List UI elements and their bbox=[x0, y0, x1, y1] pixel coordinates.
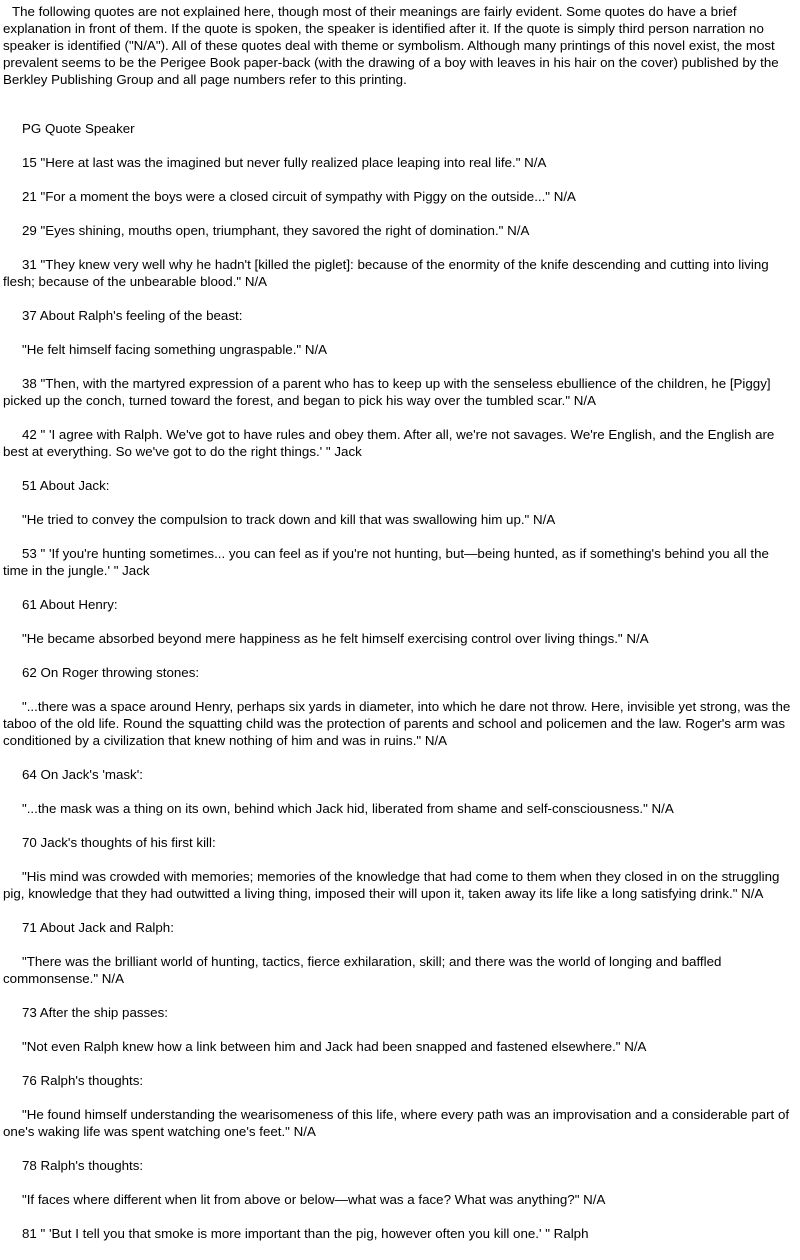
intro-paragraph: The following quotes are not explained here, though most of their meanings are fairly evident. Some quotes do have a brief explanation in front of them. If the quote is spoken, the speaker is identified after it. If the quote is simply third person narration no speaker is identified ("N/A"). All of these quotes deal with theme or symbolism. Although many printings of this novel exist, the most prevalent seems to be the Perigee Book paper-back (with the drawing of a boy with leaves in his hair on the cover) published by the Berkley Publishing Group and all page numbers refer to this printing. bbox=[3, 4, 779, 87]
quote-entry-context: 71 About Jack and Ralph: bbox=[22, 920, 174, 935]
quote-entry-context: 78 Ralph's thoughts: bbox=[22, 1158, 144, 1173]
quote-entry: "He found himself understanding the wearisomeness of this life, where every path was an improvisation and a considerable part of one's waking life was spent watching one's feet." N/A bbox=[3, 1107, 790, 1139]
quote-entry: 21 "For a moment the boys were a closed circuit of sympathy with Piggy on the outside..." N/A bbox=[22, 189, 576, 204]
quote-list-header: PG Quote Speaker bbox=[22, 121, 135, 136]
quote-entry: "He felt himself facing something ungraspable." N/A bbox=[22, 342, 328, 357]
quote-entry: "...there was a space around Henry, perhaps six yards in diameter, into which he dare not throw. Here, invisible yet strong, was the taboo of the old life. Round the squatting child was the protection of parents and school and policemen and the law. Roger's arm was conditioned by a civilization that knew nothing of him and was in ruins." N/A bbox=[3, 699, 791, 748]
quote-entry: 15 "Here at last was the imagined but never fully realized place leaping into real life." N/A bbox=[22, 155, 547, 170]
quote-entry: 81 " 'But I tell you that smoke is more important than the pig, however often you kill one.' " Ralph bbox=[22, 1226, 589, 1241]
quote-entry-context: 37 About Ralph's feeling of the beast: bbox=[22, 308, 243, 323]
quote-entry: "...the mask was a thing on its own, behind which Jack hid, liberated from shame and self-consciousness." N/A bbox=[22, 801, 674, 816]
quote-entry: "There was the brilliant world of hunting, tactics, fierce exhilaration, skill; and there was the world of longing and baffled commonsense." N/A bbox=[3, 954, 722, 986]
quote-entry-context: 51 About Jack: bbox=[22, 478, 110, 493]
quote-entry: 38 "Then, with the martyred expression of a parent who has to keep up with the senseless ebullience of the children, he [Piggy] picked up the conch, turned toward the forest, and began to pick his way over the tumbled scar." N/A bbox=[3, 376, 771, 408]
quote-entry-context: 61 About Henry: bbox=[22, 597, 118, 612]
quote-entry: "If faces where different when lit from above or below—what was a face? What was anything?" N/A bbox=[22, 1192, 606, 1207]
quote-entry: "His mind was crowded with memories; memories of the knowledge that had come to them when they closed in on the struggling pig, knowledge that they had outwitted a living thing, imposed their will upon it, taken away its life like a long satisfying drink." N/A bbox=[3, 869, 780, 901]
quote-entry-context: 62 On Roger throwing stones: bbox=[22, 665, 200, 680]
quote-entry: "He became absorbed beyond mere happiness as he felt himself exercising control over living things." N/A bbox=[22, 631, 649, 646]
quote-entry: 42 " 'I agree with Ralph. We've got to have rules and obey them. After all, we're not savages. We're English, and the English are best at everything. So we've got to do the right things.' " Jack bbox=[3, 427, 775, 459]
quote-entry: 29 "Eyes shining, mouths open, triumphant, they savored the right of domination." N/A bbox=[22, 223, 530, 238]
quote-entry: 53 " 'If you're hunting sometimes... you can feel as if you're not hunting, but—being hunted, as if something's behind you all the time in the jungle.' " Jack bbox=[3, 546, 769, 578]
quote-entry: "Not even Ralph knew how a link between him and Jack had been snapped and fastened elsewhere." N/A bbox=[22, 1039, 647, 1054]
quote-entry-context: 73 After the ship passes: bbox=[22, 1005, 168, 1020]
quote-entry-context: 70 Jack's thoughts of his first kill: bbox=[22, 835, 216, 850]
quote-entry: 31 "They knew very well why he hadn't [killed the piglet]: because of the enormity of the knife descending and cutting into living flesh; because of the unbearable blood." N/A bbox=[3, 257, 769, 289]
quote-entry: "He tried to convey the compulsion to track down and kill that was swallowing him up." N/A bbox=[22, 512, 556, 527]
quote-entry-context: 64 On Jack's 'mask': bbox=[22, 767, 143, 782]
quote-entry-context: 76 Ralph's thoughts: bbox=[22, 1073, 144, 1088]
